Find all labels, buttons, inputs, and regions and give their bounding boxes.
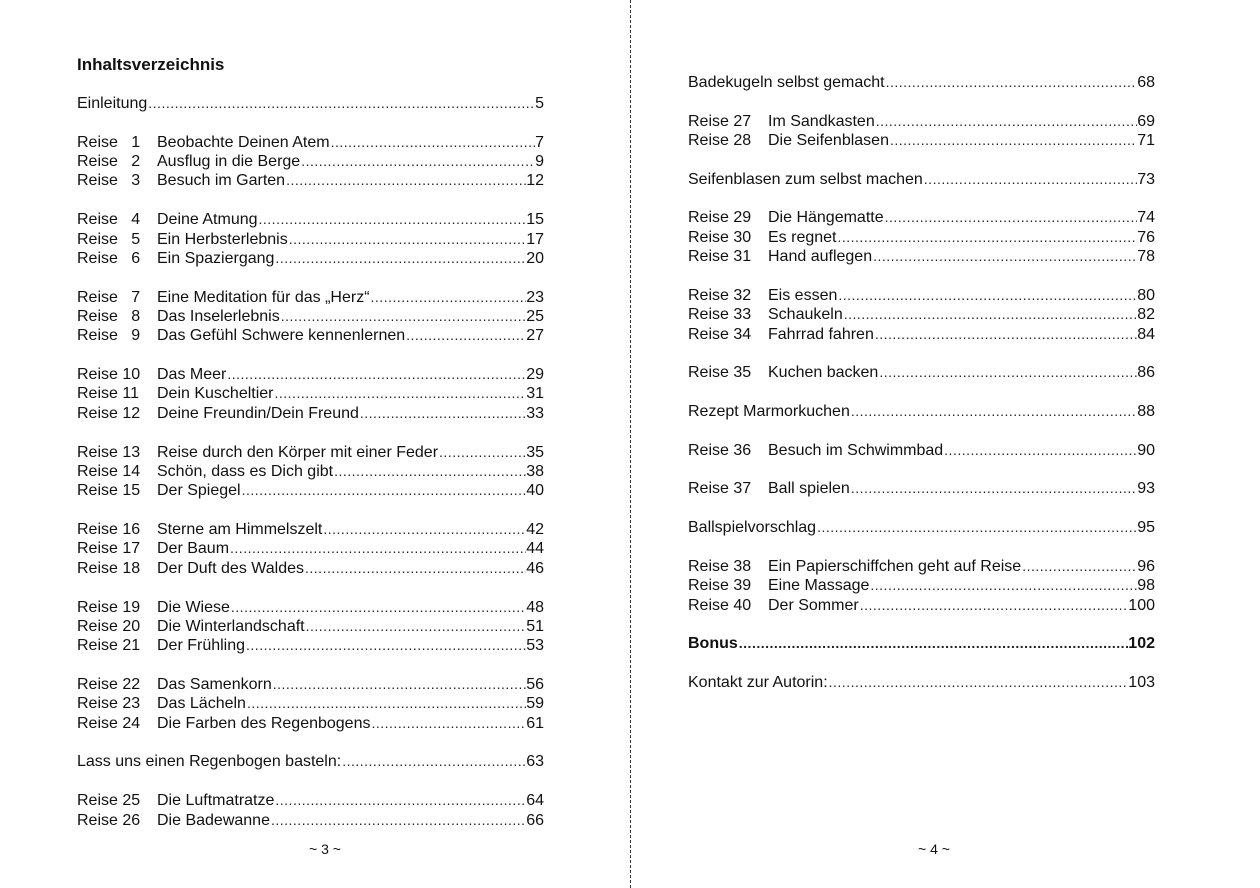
dot-leader — [258, 210, 527, 229]
dot-leader — [850, 479, 1137, 498]
toc-entry-title: Die Winterlandschaft — [157, 617, 305, 635]
toc-entry-title: Einleitung — [77, 95, 148, 112]
toc-entry-number: Reise 18 — [77, 559, 141, 577]
toc-entry — [688, 208, 1155, 227]
dot-leader — [274, 791, 526, 810]
toc-entry — [77, 152, 544, 171]
toc-entry-page: 73 — [1137, 170, 1155, 188]
toc-entry-page: 29 — [526, 366, 544, 384]
toc-entry-page: 5 — [535, 95, 544, 112]
toc-entry-title: Sterne am Himmelszelt — [157, 521, 323, 539]
toc-entry — [688, 557, 1155, 576]
page-number-right: ~ 4 ~ — [918, 841, 950, 857]
toc-entry-page: 78 — [1137, 248, 1155, 266]
toc-entry-title: Kuchen backen — [768, 364, 879, 382]
toc-entry-title: Es regnet — [768, 228, 837, 246]
toc-entry-page: 31 — [526, 385, 544, 403]
toc-entry-title: Der Sommer — [768, 596, 859, 614]
toc-entry-number: Reise 16 — [77, 521, 141, 539]
dot-leader — [305, 617, 527, 636]
toc-entry-page: 53 — [526, 637, 544, 655]
toc-entry-page: 102 — [1128, 635, 1155, 653]
toc-entry — [77, 384, 544, 403]
toc-entry-number: Reise 34 — [688, 325, 752, 343]
toc-entry — [77, 694, 544, 713]
toc-entry-number: Reise 5 — [77, 230, 141, 248]
toc-entry — [77, 539, 544, 558]
toc-entry-page: 86 — [1137, 364, 1155, 382]
toc-entry-number: Reise 36 — [688, 441, 752, 459]
dot-leader — [1021, 557, 1137, 576]
toc-entry — [688, 576, 1155, 595]
toc-entry — [77, 617, 544, 636]
toc-entry-number: Reise 23 — [77, 695, 141, 713]
dot-leader — [272, 675, 526, 694]
toc-entry — [77, 171, 544, 190]
toc-entry-page: 33 — [526, 404, 544, 422]
dot-leader — [245, 636, 526, 655]
toc-entry-page: 7 — [535, 133, 544, 151]
toc-entry-number: Reise 24 — [77, 714, 141, 732]
toc-entry-page: 98 — [1137, 577, 1155, 595]
toc-entry — [688, 305, 1155, 324]
dot-leader — [843, 305, 1137, 324]
toc-entry — [77, 752, 544, 771]
toc-entry-page: 103 — [1128, 673, 1155, 691]
page-number-left: ~ 3 ~ — [309, 841, 341, 857]
toc-entry-title: Die Seifenblasen — [768, 132, 889, 150]
dot-leader — [333, 462, 526, 481]
toc-entry-title: Hand auflegen — [768, 248, 873, 266]
toc-entry-page: 68 — [1137, 74, 1155, 91]
dot-leader — [274, 384, 527, 403]
toc-entry-number: Reise 26 — [77, 811, 141, 829]
toc-entry-number: Reise 13 — [77, 443, 141, 461]
dot-leader — [828, 673, 1129, 692]
toc-entry — [688, 402, 1155, 421]
toc-entry-page: 59 — [526, 695, 544, 713]
dot-leader — [837, 286, 1137, 305]
toc-entry-page: 90 — [1137, 441, 1155, 459]
toc-entry — [688, 518, 1155, 537]
toc-entry — [77, 326, 544, 345]
toc-entry-number: Reise 27 — [688, 112, 752, 130]
toc-entry-title: Fahrrad fahren — [768, 325, 874, 343]
toc-entry-title: Der Baum — [157, 540, 230, 558]
toc-entry-page: 17 — [526, 230, 544, 248]
dot-leader — [869, 576, 1137, 595]
dot-leader — [405, 326, 526, 345]
dot-leader — [241, 481, 527, 500]
dot-leader — [850, 402, 1137, 421]
toc-entry-page: 27 — [526, 327, 544, 345]
toc-entry-title: Badekugeln selbst gemacht — [688, 74, 885, 91]
toc-entry-number: Reise 8 — [77, 308, 141, 326]
toc-entry-number: Reise 2 — [77, 153, 141, 171]
toc-entry — [77, 481, 544, 500]
toc-entry-number: Reise 35 — [688, 364, 752, 382]
toc-entry-title: Die Luftmatratze — [157, 792, 275, 810]
toc-entry-title: Lass uns einen Regenbogen basteln: — [77, 753, 342, 771]
toc-entry-number: Reise 31 — [688, 248, 752, 266]
toc-entry-title: Eis essen — [768, 286, 838, 304]
dot-leader — [889, 131, 1137, 150]
dot-leader — [330, 133, 536, 152]
toc-entry-page: 56 — [526, 675, 544, 693]
toc-entry — [77, 675, 544, 694]
toc-entry-page: 51 — [526, 617, 544, 635]
dot-leader — [859, 596, 1129, 615]
toc-entry — [688, 170, 1155, 189]
toc-entry-page: 12 — [526, 172, 544, 190]
dot-leader — [878, 363, 1137, 382]
dot-leader — [359, 404, 526, 423]
toc-entry — [77, 443, 544, 462]
toc-entry-page: 38 — [526, 462, 544, 480]
toc-entry — [77, 811, 544, 830]
toc-entry-page: 42 — [526, 521, 544, 539]
toc-entry-title: Eine Massage — [768, 577, 870, 595]
toc-entry-title: Dein Kuscheltier — [157, 385, 274, 403]
dot-leader — [872, 247, 1137, 266]
toc-entry — [688, 479, 1155, 498]
toc-entry — [77, 404, 544, 423]
page-divider — [630, 0, 631, 888]
toc-entry — [688, 247, 1155, 266]
toc-entry-number: Reise 7 — [77, 288, 141, 306]
toc-entry-title: Kontakt zur Autorin: — [688, 673, 828, 691]
toc-entry-title: Der Spiegel — [157, 482, 241, 500]
toc-entry-page: 82 — [1137, 306, 1155, 324]
toc-entry-number: Reise 20 — [77, 617, 141, 635]
dot-leader — [230, 598, 526, 617]
toc-entry — [77, 365, 544, 384]
toc-entry-page: 64 — [526, 792, 544, 810]
toc-entry-number: Reise 10 — [77, 366, 141, 384]
toc-entry — [77, 133, 544, 152]
toc-entry-page: 48 — [526, 598, 544, 616]
toc-entry-number: Reise 39 — [688, 577, 752, 595]
dot-leader — [943, 441, 1137, 460]
toc-entry-title: Die Badewanne — [157, 811, 270, 829]
dot-leader — [816, 518, 1137, 537]
toc-entry-number: Reise 15 — [77, 482, 141, 500]
toc-entry-page: 84 — [1137, 325, 1155, 343]
dot-leader — [246, 694, 526, 713]
toc-entry-title: Der Frühling — [157, 637, 246, 655]
toc-entry-number: Reise 29 — [688, 209, 752, 227]
toc-entry-number: Reise 19 — [77, 598, 141, 616]
toc-entry-title: Das Meer — [157, 366, 227, 384]
toc-entry-number: Reise 22 — [77, 675, 141, 693]
dot-leader — [270, 811, 526, 830]
toc-entry — [688, 673, 1155, 692]
toc-entry-number: Reise 33 — [688, 306, 752, 324]
toc-entry-title: Die Farben des Regenbogens — [157, 714, 371, 732]
toc-entry-title: Die Wiese — [157, 598, 230, 616]
toc-entry-number: Reise 28 — [688, 132, 752, 150]
toc-entry-page: 71 — [1137, 132, 1155, 150]
toc-entry — [688, 441, 1155, 460]
toc-entry — [688, 634, 1155, 653]
toc-entry-page: 76 — [1137, 228, 1155, 246]
toc-entry-number: Reise 21 — [77, 637, 141, 655]
toc-entry-page: 44 — [526, 540, 544, 558]
toc-entry-title: Besuch im Schwimmbad — [768, 441, 944, 459]
toc-entry-title: Das Inselerlebnis — [157, 308, 280, 326]
toc-entry-title: Ballspielvorschlag — [688, 519, 817, 537]
toc-entry-title: Das Lächeln — [157, 695, 246, 713]
toc-entry-page: 15 — [526, 211, 544, 229]
toc-entry-number: Reise 6 — [77, 249, 141, 267]
dot-leader — [229, 539, 526, 558]
toc-entry-page: 74 — [1137, 209, 1155, 227]
toc-entry-page: 20 — [526, 249, 544, 267]
dot-leader — [438, 443, 526, 462]
toc-entry-title: Das Samenkorn — [157, 675, 272, 693]
toc-entry-title: Deine Atmung — [157, 211, 258, 229]
toc-entry — [688, 363, 1155, 382]
dot-leader — [304, 559, 526, 578]
toc-entry-title: Ein Papierschiffchen geht auf Reise — [768, 557, 1022, 575]
toc-entry-number: Reise 17 — [77, 540, 141, 558]
toc-entry-page: 40 — [526, 482, 544, 500]
toc-entry-title: Der Duft des Waldes — [157, 559, 305, 577]
toc-entry — [77, 94, 544, 113]
toc-entry — [77, 598, 544, 617]
dot-leader — [884, 208, 1138, 227]
toc-entry — [688, 325, 1155, 344]
toc-entry-title: Deine Freundin/Dein Freund — [157, 404, 359, 422]
toc-entry — [77, 636, 544, 655]
toc-entry — [77, 307, 544, 326]
dot-leader — [885, 73, 1138, 92]
toc-entry — [77, 230, 544, 249]
toc-list-left — [77, 94, 544, 830]
dot-leader — [738, 634, 1129, 653]
toc-entry-title: Das Gefühl Schwere kennenlernen — [157, 327, 406, 345]
toc-entry-title: Schön, dass es Dich gibt — [157, 462, 334, 480]
toc-entry-title: Schaukeln — [768, 306, 843, 324]
toc-entry-title: Rezept Marmorkuchen — [688, 403, 850, 421]
toc-entry — [688, 286, 1155, 305]
dot-leader — [875, 112, 1137, 131]
toc-entry-page: 46 — [526, 559, 544, 577]
toc-entry-title: Im Sandkasten — [768, 112, 875, 130]
toc-entry-title: Ausflug in die Berge — [157, 153, 301, 171]
dot-leader — [300, 152, 535, 171]
toc-entry-page: 88 — [1137, 403, 1155, 421]
toc-entry — [688, 112, 1155, 131]
toc-entry-page: 23 — [526, 288, 544, 306]
dot-leader — [147, 94, 535, 113]
toc-entry-number: Reise 40 — [688, 596, 752, 614]
toc-list-right — [688, 73, 1155, 692]
toc-entry — [77, 791, 544, 810]
toc-entry — [77, 210, 544, 229]
dot-leader — [280, 307, 526, 326]
toc-entry — [688, 596, 1155, 615]
toc-entry-page: 93 — [1137, 480, 1155, 498]
toc-entry-number: Reise 3 — [77, 172, 141, 190]
toc-entry — [688, 228, 1155, 247]
toc-entry — [77, 559, 544, 578]
toc-entry-title: Die Hängematte — [768, 209, 884, 227]
toc-entry-page: 25 — [526, 308, 544, 326]
toc-entry-number: Reise 11 — [77, 385, 139, 403]
dot-leader — [874, 325, 1137, 344]
toc-entry-page: 63 — [526, 753, 544, 771]
dot-leader — [341, 752, 526, 771]
toc-entry-page: 35 — [526, 443, 544, 461]
toc-entry — [688, 131, 1155, 150]
toc-entry-number: Reise 38 — [688, 557, 752, 575]
toc-entry — [77, 288, 544, 307]
toc-entry-number: Reise 1 — [77, 133, 141, 151]
toc-entry — [688, 73, 1155, 92]
toc-entry-page: 96 — [1137, 557, 1155, 575]
toc-entry — [77, 714, 544, 733]
toc-entry-number: Reise 14 — [77, 462, 141, 480]
toc-entry-number: Reise 25 — [77, 792, 141, 810]
toc-entry-number: Reise 12 — [77, 404, 141, 422]
dot-leader — [322, 520, 526, 539]
dot-leader — [836, 228, 1137, 247]
dot-leader — [288, 230, 526, 249]
toc-entry-number: Reise 4 — [77, 211, 141, 229]
dot-leader — [285, 171, 526, 190]
toc-entry-page: 61 — [526, 714, 544, 732]
toc-entry-page: 9 — [535, 153, 544, 171]
toc-entry-page: 80 — [1137, 286, 1155, 304]
toc-entry-page: 100 — [1128, 596, 1155, 614]
toc-entry-title: Ball spielen — [768, 480, 850, 498]
toc-entry-number: Reise 30 — [688, 228, 752, 246]
dot-leader — [274, 249, 526, 268]
dot-leader — [923, 170, 1137, 189]
toc-entry-number: Reise 32 — [688, 286, 752, 304]
toc-entry-title: Besuch im Garten — [157, 172, 286, 190]
toc-entry-title: Reise durch den Körper mit einer Feder — [157, 443, 439, 461]
toc-entry-number: Reise 9 — [77, 327, 141, 345]
dot-leader — [226, 365, 526, 384]
toc-entry-title: Ein Herbsterlebnis — [157, 230, 288, 248]
toc-entry — [77, 462, 544, 481]
toc-entry — [77, 520, 544, 539]
toc-entry-page: 95 — [1137, 519, 1155, 537]
dot-leader — [370, 288, 527, 307]
toc-entry-number: Reise 37 — [688, 480, 752, 498]
toc-entry-page: 66 — [526, 811, 544, 829]
toc-entry-title: Seifenblasen zum selbst machen — [688, 170, 923, 188]
toc-entry-title: Ein Spaziergang — [157, 249, 275, 267]
toc-heading: Inhaltsverzeichnis — [77, 55, 225, 74]
toc-entry-title: Beobachte Deinen Atem — [157, 133, 330, 151]
dot-leader — [370, 714, 526, 733]
right-page — [632, 0, 1260, 888]
toc-entry — [77, 249, 544, 268]
toc-entry-page: 69 — [1137, 112, 1155, 130]
toc-entry-title: Bonus — [688, 635, 738, 653]
toc-entry-title: Eine Meditation für das „Herz“ — [157, 288, 370, 306]
